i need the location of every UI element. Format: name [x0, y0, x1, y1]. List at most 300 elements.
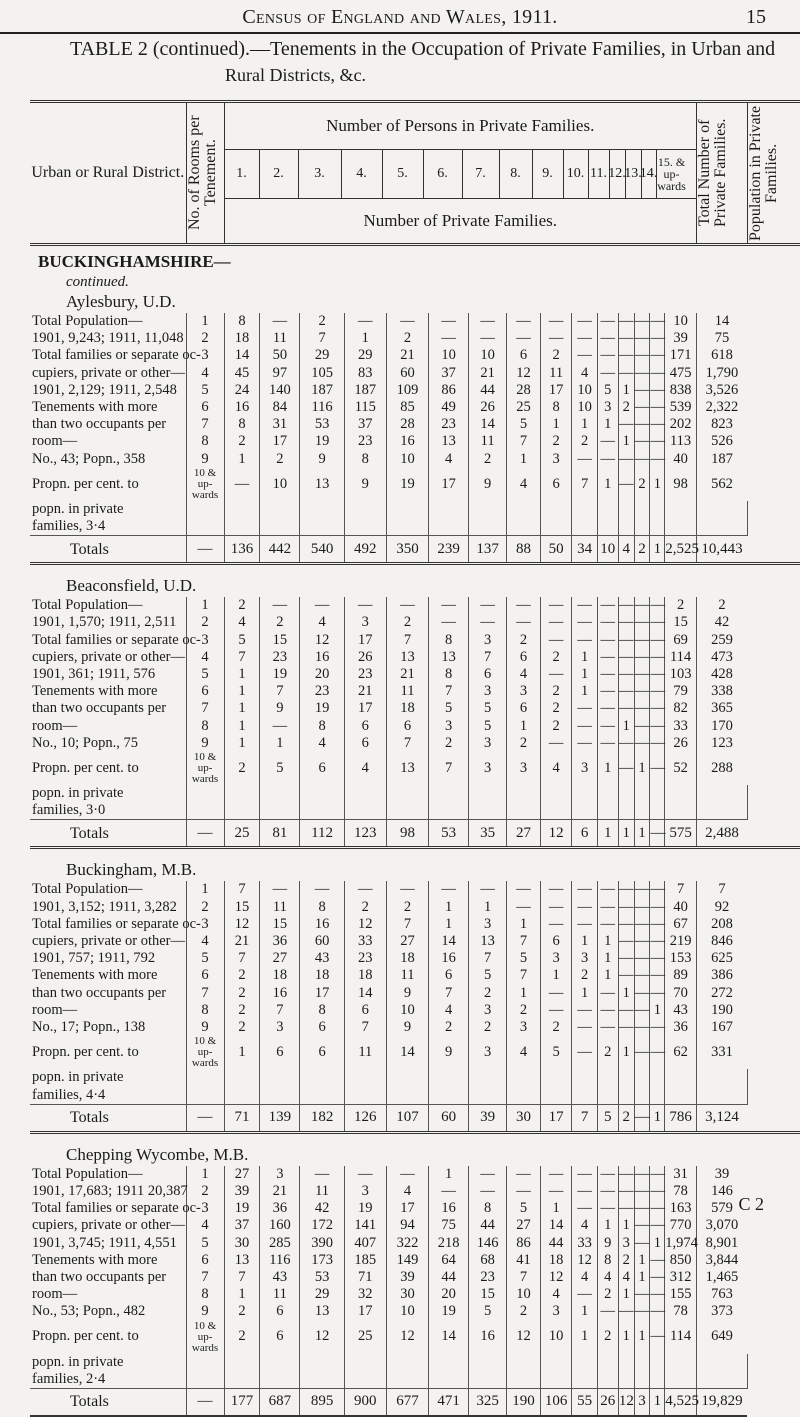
value-cell: 12	[540, 1269, 572, 1286]
value-cell: —	[634, 1303, 650, 1320]
rooms-cell: 3	[186, 1200, 224, 1217]
value-cell: 94	[386, 1217, 428, 1234]
district-description: Total families or separate oc-	[32, 347, 201, 364]
value-cell: 2	[507, 632, 541, 649]
rooms-cell: 8	[186, 718, 224, 735]
person-count-header: 1.	[236, 166, 247, 181]
district-description: than two occupants per	[32, 416, 167, 433]
value-cell: 17	[300, 985, 344, 1002]
value-cell: 83	[344, 365, 386, 382]
value-cell: —	[618, 881, 634, 898]
total-cell: 900	[344, 1388, 386, 1416]
value-cell: 4	[572, 365, 597, 382]
total-cell: 4	[618, 536, 634, 564]
value-cell: —	[634, 700, 650, 717]
total-families-column-header: Total Number of Private Families.	[696, 102, 747, 245]
empty-cell	[618, 501, 634, 518]
empty-cell	[540, 1354, 572, 1371]
table-row	[30, 1303, 800, 1320]
table-row	[30, 1069, 800, 1086]
empty-cell	[572, 1069, 597, 1086]
person-count-header: 8.	[499, 150, 532, 198]
empty-cell	[650, 802, 665, 820]
total-cell: —	[650, 820, 665, 848]
table-row	[30, 985, 800, 1002]
value-cell: 29	[344, 347, 386, 364]
county-row	[30, 245, 800, 275]
empty-cell	[469, 501, 507, 518]
district-description: families, 4·4	[32, 1086, 106, 1103]
value-cell: 43	[260, 1269, 300, 1286]
value-cell: 4	[224, 614, 260, 631]
value-cell: 9	[469, 468, 507, 501]
value-cell: 1	[429, 899, 469, 916]
value-cell: 618	[696, 347, 747, 364]
empty-cell	[665, 501, 697, 518]
total-cell: 1	[650, 1104, 665, 1132]
value-cell: 44	[469, 1217, 507, 1234]
district-description: popn. in private	[32, 785, 124, 802]
population-column-header: Population in Private Families.	[747, 102, 800, 245]
value-cell: 1	[618, 433, 634, 450]
value-cell: 2	[260, 451, 300, 468]
value-cell: 8	[224, 313, 260, 330]
empty-cell	[186, 1087, 224, 1105]
rooms-cell: 2	[186, 1183, 224, 1200]
district-description: Propn. per cent. to	[32, 1044, 139, 1061]
value-cell: 3	[618, 1235, 634, 1252]
value-cell: —	[469, 881, 507, 898]
value-cell: 15	[224, 899, 260, 916]
value-cell: 13	[300, 468, 344, 501]
value-cell: 1	[572, 1303, 597, 1320]
value-cell: 21	[386, 347, 428, 364]
value-cell: —	[597, 735, 618, 752]
value-cell: 1	[572, 683, 597, 700]
empty-cell	[224, 802, 260, 820]
value-cell: 103	[665, 666, 697, 683]
value-cell: 10	[469, 347, 507, 364]
value-cell: 846	[696, 933, 747, 950]
person-count-header: 3.	[298, 150, 341, 198]
value-cell: 23	[344, 950, 386, 967]
value-cell: —	[507, 597, 541, 614]
value-cell: 1	[224, 1286, 260, 1303]
empty-cell	[186, 802, 224, 820]
value-cell: 4	[429, 451, 469, 468]
total-cell: 26	[597, 1388, 618, 1416]
value-cell: 8	[540, 399, 572, 416]
table-row	[30, 330, 800, 347]
value-cell: 2	[665, 597, 697, 614]
value-cell: 850	[665, 1252, 697, 1269]
total-cell: 492	[344, 536, 386, 564]
empty-cell	[618, 518, 634, 536]
empty-cell	[618, 785, 634, 802]
value-cell: 1	[618, 718, 634, 735]
empty-cell	[429, 518, 469, 536]
value-cell: 649	[696, 1321, 747, 1354]
value-cell: 4	[507, 468, 541, 501]
value-cell: 2	[469, 1019, 507, 1036]
value-cell: 7	[507, 933, 541, 950]
value-cell: 1	[618, 1286, 634, 1303]
value-cell: 6	[507, 649, 541, 666]
total-cell: 53	[429, 820, 469, 848]
value-cell: —	[540, 313, 572, 330]
value-cell: —	[597, 632, 618, 649]
value-cell: 49	[429, 399, 469, 416]
empty-cell	[540, 785, 572, 802]
value-cell: 3	[507, 683, 541, 700]
value-cell: 163	[665, 1200, 697, 1217]
value-cell: —	[300, 1166, 344, 1183]
value-cell: —	[634, 734, 650, 751]
rooms-cell: 1	[186, 313, 224, 330]
value-cell: 28	[507, 382, 541, 399]
district-description: room—	[32, 1001, 78, 1018]
district-description: No., 43; Popn., 358	[32, 450, 146, 467]
value-cell: —	[507, 614, 541, 631]
district-description: Total Population—	[32, 597, 143, 614]
value-cell: 16	[469, 1321, 507, 1354]
table-row	[30, 1371, 800, 1389]
empty-cell	[507, 518, 541, 536]
value-cell: 7	[260, 1002, 300, 1019]
value-cell: —	[618, 898, 634, 915]
value-cell: 60	[300, 933, 344, 950]
value-cell: 7	[507, 967, 541, 984]
district-description: room—	[32, 717, 78, 734]
value-cell: 19	[300, 433, 344, 450]
district-description: families, 2·4	[32, 1370, 106, 1387]
empty-cell	[469, 1069, 507, 1086]
value-cell: —	[597, 1200, 618, 1217]
value-cell: —	[650, 717, 665, 734]
empty-cell	[696, 1371, 747, 1389]
value-cell: 23	[260, 649, 300, 666]
empty-cell	[507, 785, 541, 802]
empty-cell	[696, 1354, 747, 1371]
value-cell: —	[224, 468, 260, 501]
person-count-header: 6.	[423, 150, 462, 198]
value-cell: 2	[597, 1286, 618, 1303]
value-cell: —	[650, 683, 665, 700]
value-cell: —	[572, 1002, 597, 1019]
rooms-cell: 9	[186, 735, 224, 752]
district-description: Total Population—	[32, 313, 143, 329]
total-cell: 786	[665, 1104, 697, 1132]
rooms-cell: 4	[186, 1217, 224, 1234]
empty-cell	[618, 1354, 634, 1371]
value-cell: 7	[469, 950, 507, 967]
value-cell: 3	[260, 1019, 300, 1036]
value-cell: 9	[597, 1235, 618, 1252]
value-cell: —	[650, 1286, 665, 1303]
value-cell: 7	[386, 632, 428, 649]
district-title-row	[30, 1144, 800, 1166]
value-cell: 86	[507, 1235, 541, 1252]
table-row	[30, 881, 800, 898]
rooms-cell: 10 & up-wards	[186, 1321, 224, 1354]
value-cell: 5	[469, 1303, 507, 1320]
value-cell: 160	[260, 1217, 300, 1234]
table-row	[30, 950, 800, 967]
value-cell: 43	[300, 950, 344, 967]
value-cell: 7	[224, 1269, 260, 1286]
value-cell: 71	[344, 1269, 386, 1286]
value-cell: —	[634, 915, 650, 932]
value-cell: 4	[507, 1036, 541, 1069]
rooms-cell: 8	[186, 433, 224, 450]
value-cell: —	[597, 365, 618, 382]
value-cell: 539	[665, 399, 697, 416]
value-cell: —	[650, 347, 665, 364]
value-cell: 105	[300, 365, 344, 382]
value-cell: 9	[260, 700, 300, 717]
value-cell: —	[650, 984, 665, 1001]
empty-cell	[300, 1354, 344, 1371]
rooms-cell: 5	[186, 666, 224, 683]
value-cell: 173	[300, 1252, 344, 1269]
value-cell: 167	[696, 1019, 747, 1036]
total-cell: 81	[260, 820, 300, 848]
value-cell: 3	[344, 614, 386, 631]
empty-cell	[650, 1354, 665, 1371]
value-cell: 14	[386, 1036, 428, 1069]
value-cell: 2	[540, 718, 572, 735]
value-cell: 21	[469, 365, 507, 382]
value-cell: 69	[665, 632, 697, 649]
page-signature: C 2	[738, 1194, 764, 1214]
empty-cell	[540, 1069, 572, 1086]
value-cell: —	[300, 597, 344, 614]
value-cell: —	[634, 1200, 650, 1217]
value-cell: —	[618, 683, 634, 700]
value-cell: 3	[507, 752, 541, 785]
value-cell: —	[634, 898, 650, 915]
value-cell: —	[540, 985, 572, 1002]
value-cell: —	[650, 1182, 665, 1199]
value-cell: —	[634, 1234, 650, 1251]
value-cell: 14	[429, 1321, 469, 1354]
value-cell: 1	[224, 718, 260, 735]
value-cell: 7	[665, 881, 697, 898]
table-title-line2: Rural Districts, &c.	[225, 65, 366, 85]
total-cell: 687	[260, 1388, 300, 1416]
empty-cell	[572, 1087, 597, 1105]
value-cell: 44	[469, 382, 507, 399]
value-cell: 1	[224, 666, 260, 683]
value-cell: —	[572, 1036, 597, 1069]
district-description: cupiers, private or other—	[32, 1217, 186, 1234]
value-cell: 1	[540, 967, 572, 984]
value-cell: —	[572, 632, 597, 649]
empty-cell	[469, 518, 507, 536]
totals-row	[30, 536, 800, 564]
value-cell: 23	[300, 683, 344, 700]
value-cell: —	[634, 330, 650, 347]
empty-cell	[696, 802, 747, 820]
value-cell: 2	[386, 614, 428, 631]
district-description: families, 3·0	[32, 802, 106, 819]
empty-cell	[618, 1371, 634, 1389]
value-cell: 1	[618, 382, 634, 399]
value-cell: 1	[650, 1002, 665, 1019]
value-cell: —	[260, 313, 300, 330]
total-cell: 10,443	[696, 536, 747, 564]
district-description: 1901, 2,129; 1911, 2,548	[32, 381, 177, 398]
value-cell: 18	[386, 950, 428, 967]
empty-cell	[300, 1371, 344, 1389]
value-cell: —	[597, 1002, 618, 1019]
empty-cell	[386, 518, 428, 536]
empty-cell	[597, 1087, 618, 1105]
table-row	[30, 614, 800, 631]
value-cell: 4	[540, 1286, 572, 1303]
value-cell: 17	[429, 468, 469, 501]
empty-cell	[650, 1371, 665, 1389]
value-cell: —	[618, 1200, 634, 1217]
page-number: 15	[746, 6, 766, 28]
value-cell: —	[618, 752, 634, 785]
value-cell: 1	[572, 416, 597, 433]
value-cell: 2	[386, 899, 428, 916]
rooms-cell: 7	[186, 416, 224, 433]
value-cell: 10	[572, 382, 597, 399]
value-cell: 78	[665, 1183, 697, 1200]
table-row	[30, 967, 800, 984]
value-cell: —	[572, 597, 597, 614]
district-description: Total families or separate oc-	[32, 1200, 201, 1217]
person-count-header: 10.	[563, 150, 588, 198]
value-cell: 30	[386, 1286, 428, 1303]
value-cell: 338	[696, 683, 747, 700]
value-cell: 4	[618, 1269, 634, 1286]
district-description: than two occupants per	[32, 700, 167, 717]
value-cell: —	[618, 1303, 634, 1320]
value-cell: 62	[665, 1036, 697, 1069]
rooms-cell: 7	[186, 1269, 224, 1286]
empty-cell	[224, 518, 260, 536]
value-cell: 149	[386, 1252, 428, 1269]
value-cell: —	[540, 597, 572, 614]
value-cell: —	[386, 313, 428, 330]
value-cell: 7	[386, 916, 428, 933]
value-cell: 5	[469, 718, 507, 735]
total-cell: 182	[300, 1104, 344, 1132]
value-cell: 3	[344, 1183, 386, 1200]
empty-cell	[618, 802, 634, 820]
rooms-cell: 4	[186, 365, 224, 382]
value-cell: 12	[300, 1321, 344, 1354]
rooms-cell: 3	[186, 347, 224, 364]
empty-cell	[429, 1087, 469, 1105]
empty-cell	[597, 1069, 618, 1086]
table-row	[30, 468, 800, 501]
value-cell: 1,465	[696, 1269, 747, 1286]
value-cell: 4	[429, 1002, 469, 1019]
value-cell: —	[618, 313, 634, 329]
empty-cell	[300, 785, 344, 802]
total-cell: 2,525	[665, 536, 697, 564]
empty-cell	[540, 802, 572, 820]
total-cell: 12	[540, 820, 572, 848]
value-cell: 2	[540, 433, 572, 450]
value-cell: 1	[597, 468, 618, 501]
value-cell: 2	[469, 451, 507, 468]
value-cell: 18	[386, 700, 428, 717]
total-cell: 34	[572, 536, 597, 564]
empty-cell	[469, 1087, 507, 1105]
person-count-header: 4.	[341, 150, 382, 198]
empty-cell	[572, 1371, 597, 1389]
value-cell: 39	[696, 1166, 747, 1183]
rooms-cell: 3	[186, 632, 224, 649]
total-cell: 71	[224, 1104, 260, 1132]
rooms-cell: 6	[186, 683, 224, 700]
value-cell: 40	[665, 899, 697, 916]
value-cell: —	[260, 881, 300, 898]
value-cell: —	[634, 364, 650, 381]
value-cell: 12	[224, 916, 260, 933]
value-cell: 3	[469, 683, 507, 700]
value-cell: 1	[597, 416, 618, 433]
value-cell: —	[650, 597, 665, 614]
value-cell: 116	[300, 399, 344, 416]
value-cell: 562	[696, 468, 747, 501]
total-cell: 30	[507, 1104, 541, 1132]
empty-cell	[344, 1354, 386, 1371]
value-cell: 10	[260, 468, 300, 501]
value-cell: —	[597, 597, 618, 614]
value-cell: —	[634, 631, 650, 648]
empty-cell	[634, 1371, 650, 1389]
value-cell: 2	[507, 1002, 541, 1019]
district-title-row	[30, 859, 800, 881]
rooms-cell: 8	[186, 1002, 224, 1019]
value-cell: 3	[507, 1019, 541, 1036]
empty-cell	[186, 501, 224, 518]
value-cell: —	[618, 330, 634, 347]
value-cell: —	[572, 1286, 597, 1303]
value-cell: —	[634, 347, 650, 364]
value-cell: 11	[344, 1036, 386, 1069]
value-cell: 113	[665, 433, 697, 450]
value-cell: —	[597, 1166, 618, 1183]
value-cell: 3	[540, 1303, 572, 1320]
total-cell: 39	[469, 1104, 507, 1132]
value-cell: 3,844	[696, 1252, 747, 1269]
empty-cell	[634, 518, 650, 536]
value-cell: 16	[260, 985, 300, 1002]
value-cell: —	[634, 1182, 650, 1199]
empty-cell	[650, 518, 665, 536]
value-cell: 11	[540, 365, 572, 382]
value-cell: 4	[572, 1217, 597, 1234]
value-cell: 3	[260, 1166, 300, 1183]
total-cell: 98	[386, 820, 428, 848]
value-cell: —	[597, 718, 618, 735]
value-cell: 11	[260, 899, 300, 916]
value-cell: 2	[224, 597, 260, 614]
value-cell: —	[260, 597, 300, 614]
value-cell: 20	[300, 666, 344, 683]
value-cell: —	[386, 597, 428, 614]
value-cell: —	[572, 735, 597, 752]
persons-heading: Number of Persons in Private Families.	[225, 103, 696, 150]
value-cell: 1,974	[665, 1234, 698, 1251]
